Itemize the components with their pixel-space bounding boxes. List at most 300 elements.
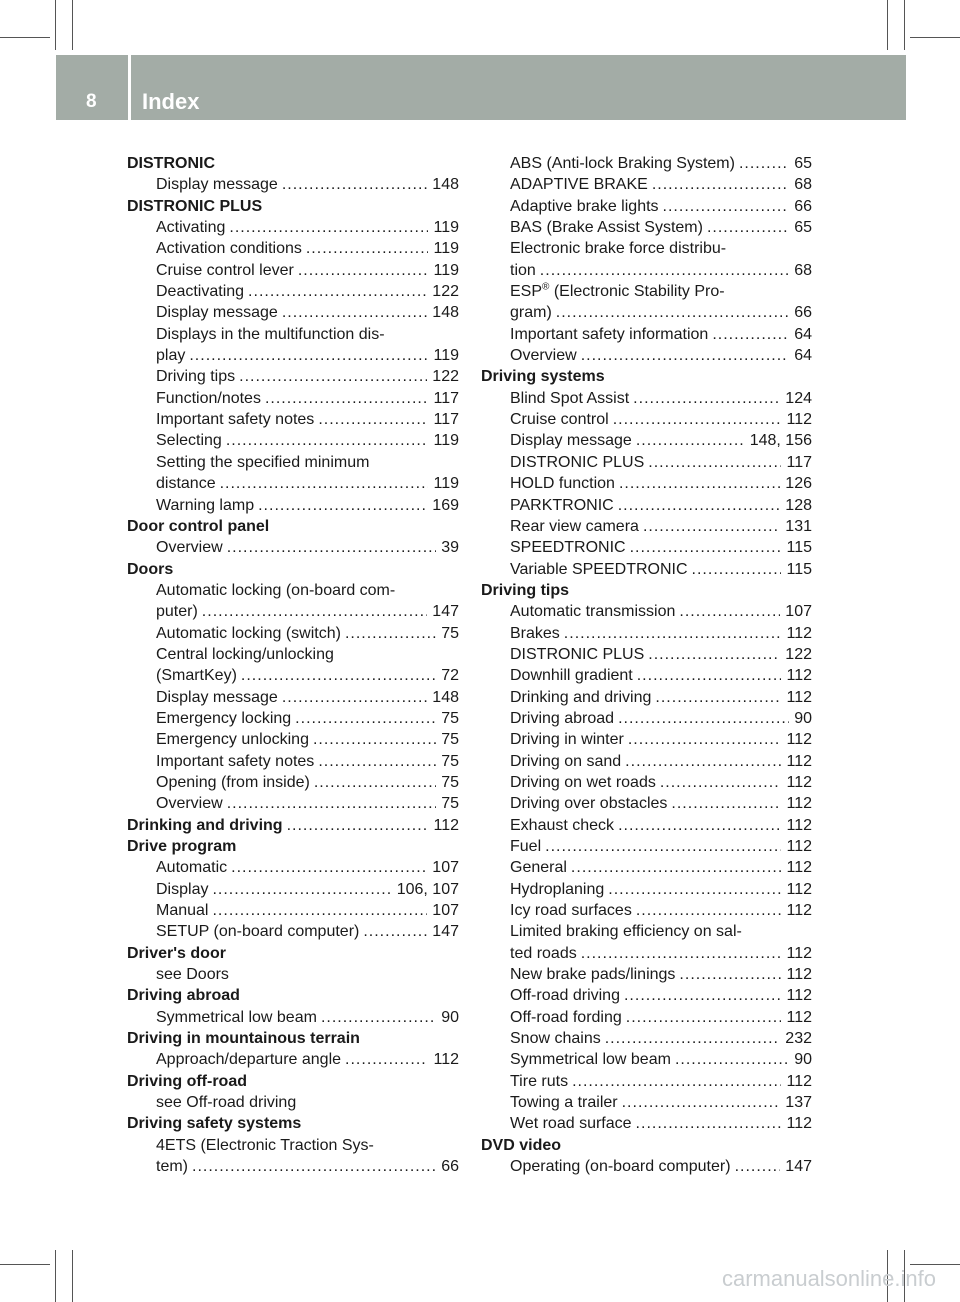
index-entry <box>127 217 459 238</box>
entry-text: Activation conditions <box>156 240 302 258</box>
index-entry <box>127 772 459 793</box>
dot-leader <box>306 238 429 259</box>
dot-leader <box>648 452 781 473</box>
entry-text: Door control panel <box>127 517 270 535</box>
dot-leader <box>226 430 429 451</box>
index-entry <box>127 879 459 900</box>
index-entry <box>127 1156 459 1177</box>
dot-leader <box>220 473 429 494</box>
index-entry <box>127 857 459 878</box>
page-ref: 112 <box>786 667 812 685</box>
page-ref: 112 <box>786 624 812 642</box>
entry-text: Approach/departure angle <box>156 1051 342 1069</box>
page-ref: 119 <box>433 432 459 450</box>
page-ref: 75 <box>441 773 459 791</box>
page-ref: 122 <box>432 283 459 301</box>
dot-leader <box>622 1092 781 1113</box>
index-entry <box>481 879 812 900</box>
index-entry <box>127 174 459 195</box>
entry-text: Towing a trailer <box>510 1094 618 1112</box>
index-entry <box>481 1113 812 1134</box>
dot-leader <box>345 623 436 644</box>
page-ref: 68 <box>794 176 812 194</box>
index-entry <box>481 1071 812 1092</box>
index-heading <box>127 1071 459 1092</box>
index-heading <box>127 196 459 217</box>
dot-leader <box>189 345 428 366</box>
entry-text: Driving on wet roads <box>510 773 656 791</box>
page-ref: 66 <box>441 1158 459 1176</box>
entry-text: Icy road surfaces <box>510 902 632 920</box>
index-entry <box>127 345 459 366</box>
entry-text: Drive program <box>127 838 237 855</box>
index-heading <box>127 985 459 1006</box>
index-entry <box>127 751 459 772</box>
index-entry <box>481 345 812 366</box>
index-entry <box>481 452 812 473</box>
entry-text: DVD video <box>481 1136 562 1154</box>
entry-text: Electronic brake force distribu- <box>510 240 727 258</box>
dot-leader <box>692 559 782 580</box>
dot-leader <box>564 623 782 644</box>
index-entry <box>481 623 812 644</box>
entry-text: BAS (Brake Assist System) <box>510 219 703 237</box>
dot-leader <box>227 793 437 814</box>
entry-text: Doors <box>127 560 174 578</box>
index-entry <box>127 1092 459 1113</box>
dot-leader <box>619 473 780 494</box>
entry-text: Automatic locking (on-board com- <box>156 581 396 599</box>
entry-text: DISTRONIC PLUS <box>510 645 645 663</box>
index-entry <box>127 302 459 323</box>
entry-text: Overview <box>156 539 223 557</box>
entry-text: Driving safety systems <box>127 1115 302 1133</box>
index-entry <box>481 238 812 259</box>
page-ref: 75 <box>441 731 459 749</box>
dot-leader <box>643 516 780 537</box>
dot-leader <box>212 879 391 900</box>
dot-leader <box>618 708 789 729</box>
index-entry <box>127 601 459 622</box>
entry-text: see Doors <box>156 966 229 984</box>
page-ref: 112 <box>786 731 812 749</box>
index-heading <box>127 153 459 174</box>
entry-text: Driving in winter <box>510 731 624 749</box>
crop-mark <box>0 37 50 38</box>
page-ref: 75 <box>441 709 459 727</box>
dot-leader <box>282 687 427 708</box>
page-ref: 112 <box>786 944 812 962</box>
index-heading <box>127 516 459 537</box>
page-ref: 117 <box>433 411 459 429</box>
index-entry <box>127 388 459 409</box>
crop-mark <box>55 0 56 50</box>
index-entry <box>481 964 812 985</box>
index-entry <box>127 964 459 985</box>
entry-text: Important safety notes <box>156 411 315 429</box>
index-entry <box>127 1049 459 1070</box>
page-ref: 232 <box>785 1030 812 1048</box>
entry-text: Driving over obstacles <box>510 795 668 813</box>
page-ref: 72 <box>441 667 459 685</box>
entry-text: Function/notes <box>156 389 261 407</box>
entry-text: Driving abroad <box>510 709 615 727</box>
dot-leader <box>295 708 436 729</box>
index-entry <box>481 857 812 878</box>
index-entry <box>481 324 812 345</box>
entry-text: puter) <box>156 603 198 621</box>
index-entry <box>481 217 812 238</box>
entry-text: Warning lamp <box>156 496 255 514</box>
page-ref: 112 <box>786 966 812 984</box>
dot-leader <box>735 1156 781 1177</box>
page-ref: 124 <box>785 389 812 407</box>
entry-text: see Off-road driving <box>156 1094 297 1112</box>
dot-leader <box>321 1007 436 1028</box>
page-ref: 128 <box>785 496 812 514</box>
entry-text: Emergency unlocking <box>156 731 309 749</box>
page-ref: 106, 107 <box>396 880 459 898</box>
dot-leader <box>258 495 427 516</box>
entry-text: PARKTRONIC <box>510 496 614 514</box>
entry-text: SPEEDTRONIC <box>510 539 626 557</box>
page-ref: 112 <box>786 880 812 898</box>
entry-text: Automatic locking (switch) <box>156 624 341 642</box>
dot-leader <box>675 1049 789 1070</box>
page-ref: 147 <box>432 923 459 941</box>
dot-leader <box>655 687 781 708</box>
entry-text: Driving in mountainous terrain <box>127 1030 360 1048</box>
index-entry <box>481 409 812 430</box>
dot-leader <box>212 900 427 921</box>
index-entry <box>127 281 459 302</box>
dot-leader <box>571 857 782 878</box>
index-column-right <box>481 153 812 1178</box>
dot-leader <box>608 879 781 900</box>
dot-leader <box>545 836 781 857</box>
entry-text: Hydroplaning <box>510 880 605 898</box>
page-ref: 112 <box>786 902 812 920</box>
crop-mark <box>55 1250 56 1302</box>
index-entry <box>127 430 459 451</box>
entry-text: Operating (on-board computer) <box>510 1158 731 1176</box>
entry-text: Central locking/unlocking <box>156 645 334 663</box>
entry-text: Displays in the multifunction dis- <box>156 325 385 343</box>
index-entry <box>127 366 459 387</box>
entry-text: New brake pads/linings <box>510 966 676 984</box>
page-ref: 112 <box>786 795 812 813</box>
page-ref: 112 <box>786 1115 812 1133</box>
index-heading <box>481 366 812 387</box>
entry-text: tem) <box>156 1158 188 1176</box>
index-entry <box>481 537 812 558</box>
entry-text: Drinking and driving <box>510 688 652 706</box>
entry-text: Automatic <box>156 859 228 877</box>
entry-text: distance <box>156 475 216 493</box>
entry-text: Tire ruts <box>510 1072 569 1090</box>
entry-text: Exhaust check <box>510 816 615 834</box>
index-entry <box>481 196 812 217</box>
index-entry <box>481 943 812 964</box>
page-ref: 68 <box>794 261 812 279</box>
page-ref: 147 <box>785 1158 812 1176</box>
page-ref: 117 <box>786 453 812 471</box>
dot-leader <box>229 217 428 238</box>
dot-leader <box>556 302 789 323</box>
entry-text: Blind Spot Assist <box>510 389 630 407</box>
entry-text: SETUP (on-board computer) <box>156 923 360 941</box>
entry-text: Downhill gradient <box>510 667 633 685</box>
dot-leader <box>679 964 781 985</box>
index-entry <box>481 281 812 302</box>
index-entry <box>481 473 812 494</box>
page-ref: 119 <box>433 475 459 493</box>
dot-leader <box>581 345 790 366</box>
index-entry <box>481 1049 812 1070</box>
page-ref: 39 <box>441 539 459 557</box>
index-entry <box>481 260 812 281</box>
entry-text: Setting the specified minimum <box>156 453 370 471</box>
crop-mark <box>887 0 888 50</box>
entry-text: Limited braking efficiency on sal- <box>510 923 742 941</box>
dot-leader <box>663 196 790 217</box>
page-ref: 112 <box>786 752 812 770</box>
page-ref: 90 <box>794 1051 812 1069</box>
page-ref: 107 <box>432 859 459 877</box>
index-entry <box>127 729 459 750</box>
dot-leader <box>192 1156 436 1177</box>
entry-text: ted roads <box>510 944 577 962</box>
dot-leader <box>679 601 780 622</box>
page-ref: 117 <box>433 389 459 407</box>
entry-text: DISTRONIC <box>127 155 215 172</box>
index-entry <box>481 729 812 750</box>
page-ref: 148, 156 <box>749 432 812 450</box>
entry-text: Overview <box>510 347 577 365</box>
index-entry <box>481 1007 812 1028</box>
index-entry <box>127 665 459 686</box>
index-heading <box>127 836 459 857</box>
crop-mark <box>910 37 960 38</box>
index-entry <box>481 1092 812 1113</box>
entry-text: gram) <box>510 304 552 322</box>
index-entry <box>481 793 812 814</box>
entry-text: Display message <box>510 432 632 450</box>
page-ref: 66 <box>794 304 812 322</box>
dot-leader <box>241 665 436 686</box>
entry-text: Cruise control <box>510 411 609 429</box>
dot-leader <box>314 772 436 793</box>
page-ref: 107 <box>432 902 459 920</box>
entry-text: Deactivating <box>156 283 245 301</box>
entry-text: Driving tips <box>481 581 570 599</box>
index-heading <box>127 943 459 964</box>
dot-leader <box>572 1071 781 1092</box>
dot-leader <box>628 729 782 750</box>
dot-leader <box>624 985 782 1006</box>
index-entry <box>127 708 459 729</box>
page-ref: 112 <box>433 1051 459 1069</box>
page-ref: 75 <box>441 795 459 813</box>
entry-text: (SmartKey) <box>156 667 237 685</box>
dot-leader <box>637 665 782 686</box>
dot-leader <box>613 409 782 430</box>
page-ref: 64 <box>794 325 812 343</box>
index-entry <box>127 409 459 430</box>
page-ref: 169 <box>432 496 459 514</box>
page-ref: 148 <box>432 176 459 194</box>
entry-text: HOLD function <box>510 475 615 493</box>
page-ref: 75 <box>441 752 459 770</box>
entry-text: Off-road driving <box>510 987 620 1005</box>
dot-leader <box>581 943 782 964</box>
entry-text: Drinking and driving <box>127 816 283 834</box>
entry-text: ESP® (Electronic Stability Pro- <box>510 281 725 301</box>
entry-text: Symmetrical low beam <box>156 1008 317 1026</box>
page-ref: 64 <box>794 347 812 365</box>
index-column-left <box>127 153 459 1178</box>
index-entry <box>481 751 812 772</box>
entry-text: Driver's door <box>127 944 226 962</box>
index-entry <box>127 452 459 473</box>
entry-text: Driving off-road <box>127 1072 247 1090</box>
index-entry <box>127 537 459 558</box>
dot-leader <box>227 537 437 558</box>
entry-text: Overview <box>156 795 223 813</box>
dot-leader <box>652 174 789 195</box>
dot-leader <box>345 1049 428 1070</box>
entry-text: Driving systems <box>481 368 605 386</box>
page-ref: 107 <box>785 603 812 621</box>
dot-leader <box>248 281 427 302</box>
index-heading <box>127 559 459 580</box>
entry-text: Display message <box>156 304 278 322</box>
index-entry <box>481 836 812 857</box>
index-entry <box>127 1007 459 1028</box>
entry-text: Driving on sand <box>510 752 622 770</box>
index-entry <box>481 644 812 665</box>
crop-mark <box>904 0 905 50</box>
dot-leader <box>630 537 782 558</box>
index-entry <box>481 665 812 686</box>
page-ref: 122 <box>432 368 459 386</box>
page-ref: 147 <box>432 603 459 621</box>
dot-leader <box>648 644 780 665</box>
index-entry <box>127 644 459 665</box>
entry-text: Brakes <box>510 624 560 642</box>
entry-text: Display message <box>156 176 278 194</box>
entry-text: Wet road surface <box>510 1115 632 1133</box>
watermark: carmanualsonline.info <box>721 1266 936 1291</box>
index-entry <box>481 516 812 537</box>
entry-text: Display <box>156 880 209 898</box>
page-ref: 75 <box>441 624 459 642</box>
index-entry <box>481 985 812 1006</box>
page-ref: 112 <box>786 838 812 855</box>
index-heading <box>481 1135 812 1156</box>
page-ref: 90 <box>794 709 812 727</box>
index-entry <box>481 900 812 921</box>
crop-mark <box>72 1250 73 1302</box>
index-entry <box>481 772 812 793</box>
page-ref: 112 <box>786 987 812 1005</box>
index-heading <box>127 1028 459 1049</box>
dot-leader <box>605 1028 781 1049</box>
dot-leader <box>633 388 780 409</box>
entry-text: Driving abroad <box>127 987 240 1005</box>
page-ref: 112 <box>786 773 812 791</box>
page-ref: 137 <box>785 1094 812 1112</box>
dot-leader <box>625 751 781 772</box>
index-entry <box>481 559 812 580</box>
page-ref: 112 <box>786 1008 812 1026</box>
entry-text: Driving tips <box>156 368 236 386</box>
entry-text: DISTRONIC PLUS <box>510 453 645 471</box>
entry-text: tion <box>510 261 536 279</box>
dot-leader <box>707 217 789 238</box>
index-entry <box>481 687 812 708</box>
index-entry <box>481 153 812 174</box>
dot-leader <box>298 260 429 281</box>
index-entry <box>481 1028 812 1049</box>
entry-text: Emergency locking <box>156 709 292 727</box>
index-entry <box>127 921 459 942</box>
dot-leader <box>626 1007 782 1028</box>
page-ref: 119 <box>433 347 459 365</box>
entry-text: Adaptive brake lights <box>510 197 659 215</box>
index-entry <box>481 815 812 836</box>
page-ref: 115 <box>786 539 812 557</box>
entry-text: Fuel <box>510 838 542 855</box>
dot-leader <box>636 430 745 451</box>
entry-text: Cruise control lever <box>156 261 294 279</box>
dot-leader <box>636 1113 782 1134</box>
page-ref: 112 <box>786 859 812 877</box>
page-ref: 119 <box>433 219 459 237</box>
page-ref: 65 <box>794 155 812 172</box>
page-ref: 90 <box>441 1008 459 1026</box>
dot-leader <box>671 793 781 814</box>
index-entry <box>127 900 459 921</box>
entry-text: Important safety information <box>510 325 709 343</box>
index-entry <box>481 302 812 323</box>
page-ref: 131 <box>785 517 812 535</box>
page-ref: 112 <box>786 1072 812 1090</box>
entry-text: Important safety notes <box>156 752 315 770</box>
page-title: Index <box>142 89 200 114</box>
entry-text: Rear view camera <box>510 517 639 535</box>
page-ref: 126 <box>785 475 812 493</box>
crop-mark <box>0 1264 50 1265</box>
page-ref: 148 <box>432 304 459 322</box>
index-heading <box>127 815 459 836</box>
index-entry <box>127 687 459 708</box>
page-ref: 115 <box>786 560 812 578</box>
index-entry <box>481 601 812 622</box>
dot-leader <box>318 409 428 430</box>
entry-text: play <box>156 347 186 365</box>
entry-text: ADAPTIVE BRAKE <box>510 176 648 194</box>
dot-leader <box>318 751 436 772</box>
entry-text: Manual <box>156 902 209 920</box>
index-entry <box>127 238 459 259</box>
index-entry <box>481 921 812 942</box>
entry-text: ABS (Anti-lock Braking System) <box>510 155 735 172</box>
entry-text: Symmetrical low beam <box>510 1051 671 1069</box>
entry-text: Activating <box>156 219 226 237</box>
entry-text: Off-road fording <box>510 1008 622 1026</box>
index-heading <box>127 1113 459 1134</box>
